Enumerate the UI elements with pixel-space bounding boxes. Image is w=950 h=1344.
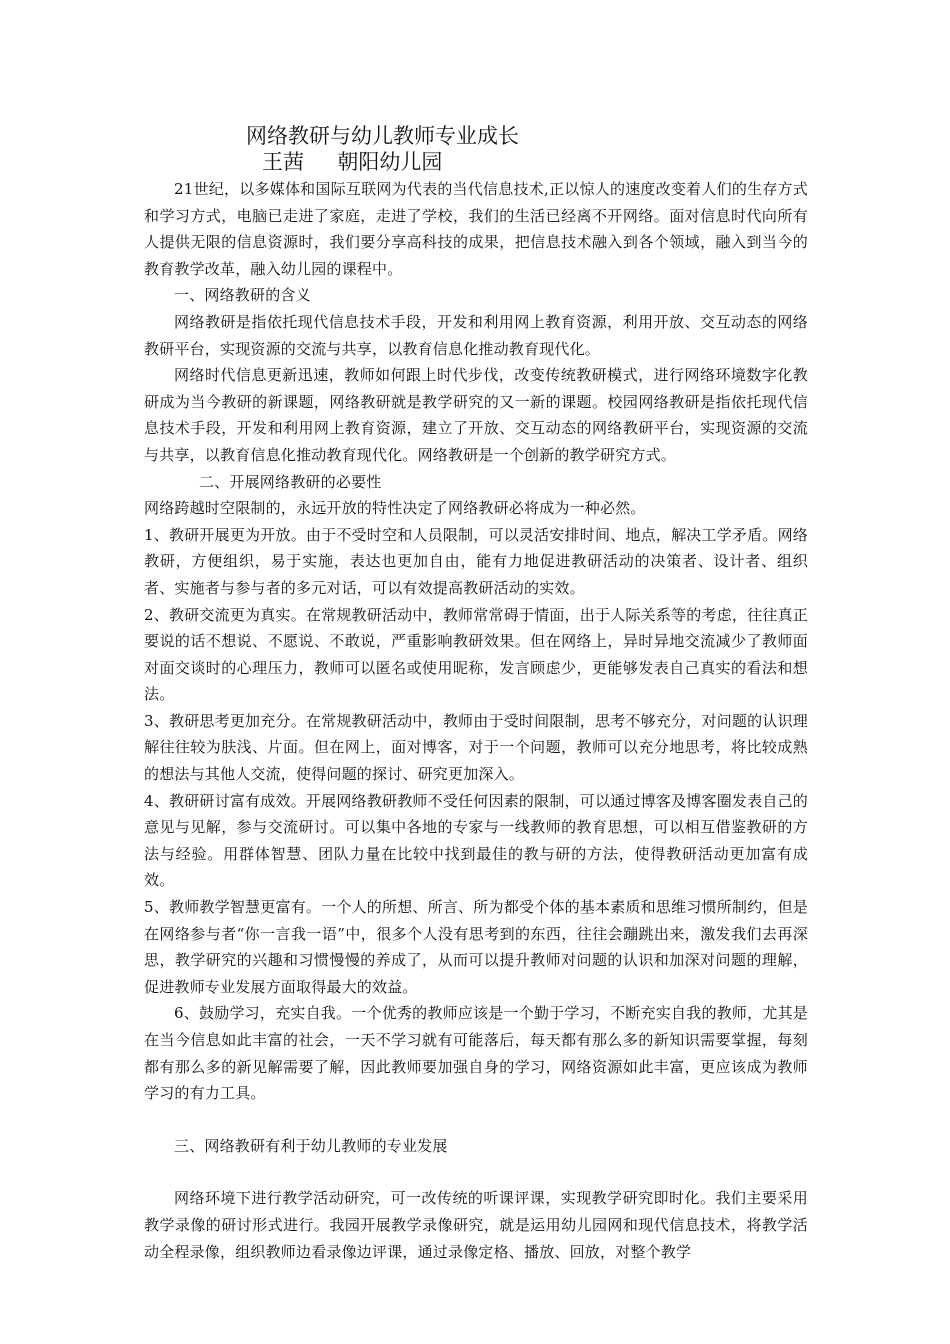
spacer	[144, 1107, 808, 1133]
list-item: 3、教研思考更加充分。在常规教研活动中，教师由于受时间限制，思考不够充分，对问题的认识理解往往较为肤浅、片面。但在网上，面对博客，对于一个问题，教师可以充分地思考，将比较成熟的想法与其他人交流，使得问题的探讨、研究更加深入。	[144, 711, 808, 784]
document-title: 网络教研与幼儿教师专业成长	[246, 124, 519, 148]
paragraph: 网络时代信息更新迅速，教师如何跟上时代步伐，改变传统教研模式，进行网络环境数字化教研成为当今教研的新课题，网络教研就是教学研究的又一新的课题。校园网络教研是指依托现代信息技术手段，开发和利用网上教育资源，建立了开放、交互动态的网络教研平台，实现资源的交流与共享，以教育信息化推动教育现代化。网络教研是一个创新的教学研究方式。	[144, 366, 808, 464]
paragraph: 网络跨越时空限制的，永远开放的特性决定了网络教研必将成为一种必然。	[144, 499, 646, 518]
section-heading-1: 一、网络教研的含义	[174, 286, 311, 305]
document-body	[144, 176, 808, 1265]
author-line: 王茜 朝阳幼儿园	[262, 150, 443, 174]
section-heading-3: 三、网络教研有利于幼儿教师的专业发展	[174, 1136, 448, 1155]
paragraph: 网络环境下进行教学活动研究，可一改传统的听课评课，实现教学研究即时化。我们主要采用教学录像的研讨形式进行。我园开展教学录像研究，就是运用幼儿园网和现代信息技术，将教学活动全程录像，组织教师边看录像边评课，通过录像定格、播放、回放，对整个教学	[144, 1189, 808, 1261]
list-item: 1、教研开展更为开放。由于不受时空和人员限制，可以灵活安排时间、地点，解决工学矛盾。网络教研，方便组织，易于实施，表达也更加自由，能有力地促进教研活动的决策者、设计者、组织者、实施者与参与者的多元对话，可以有效提高教研活动的实效。	[144, 525, 808, 597]
list-item: 5、教师教学智慧更富有。一个人的所想、所言、所为都受个体的基本素质和思维习惯所制约，但是在网络参与者“你一言我一语”中，很多个人没有思考到的东西，往往会蹦跳出来，激发我们去再深思，教学研究的兴趣和习惯慢慢的养成了，从而可以提升教师对问题的认识和加深对问题的理解，促进教师专业发展方面取得最大的效益。	[144, 898, 808, 996]
list-item: 6、鼓励学习，充实自我。一个优秀的教师应该是一个勤于学习，不断充实自我的教师，尤其是在当今信息如此丰富的社会，一天不学习就有可能落后，每天都有那么多的新知识需要掌握，每刻都有那么多的新见解需要了解，因此教师要加强自身的学习，网络资源如此丰富，更应该成为教师学习的有力工具。	[144, 1004, 808, 1103]
section-heading-2: 二、开展网络教研的必要性	[199, 472, 382, 491]
intro-paragraph: 21世纪，以多媒体和国际互联网为代表的当代信息技术,正以惊人的速度改变着人们的生存方式和学习方式，电脑已走进了家庭，走进了学校，我们的生活已经离不开网络。面对信息时代向所有人提供无限的信息资源时，我们要分享高科技的成果，把信息技术融入到各个领域，融入到当今的教育教学改革，融入幼儿园的课程中。	[144, 180, 808, 278]
list-item: 4、教研研讨富有成效。开展网络教研教师不受任何因素的限制，可以通过博客及博客圈发表自己的意见与见解，参与交流研讨。可以集中各地的专家与一线教师的教育思想，可以相互借鉴教研的方法与经验。用群体智慧、团队力量在比较中找到最佳的教与研的方法，使得教研活动更加富有成效。	[144, 791, 808, 890]
spacer	[144, 1159, 808, 1185]
list-item: 2、教研交流更为真实。在常规教研活动中，教师常常碍于情面，出于人际关系等的考虑，往往真正要说的话不想说、不愿说、不敢说，严重影响教研效果。但在网络上，异时异地交流减少了教师面对面交谈时的心理压力，教师可以匿名或使用昵称，发言顾虑少，更能够发表自己真实的看法和想法。	[144, 605, 808, 704]
paragraph: 网络教研是指依托现代信息技术手段，开发和利用网上教育资源，利用开放、交互动态的网络教研平台，实现资源的交流与共享，以教育信息化推动教育现代化。	[144, 312, 808, 358]
